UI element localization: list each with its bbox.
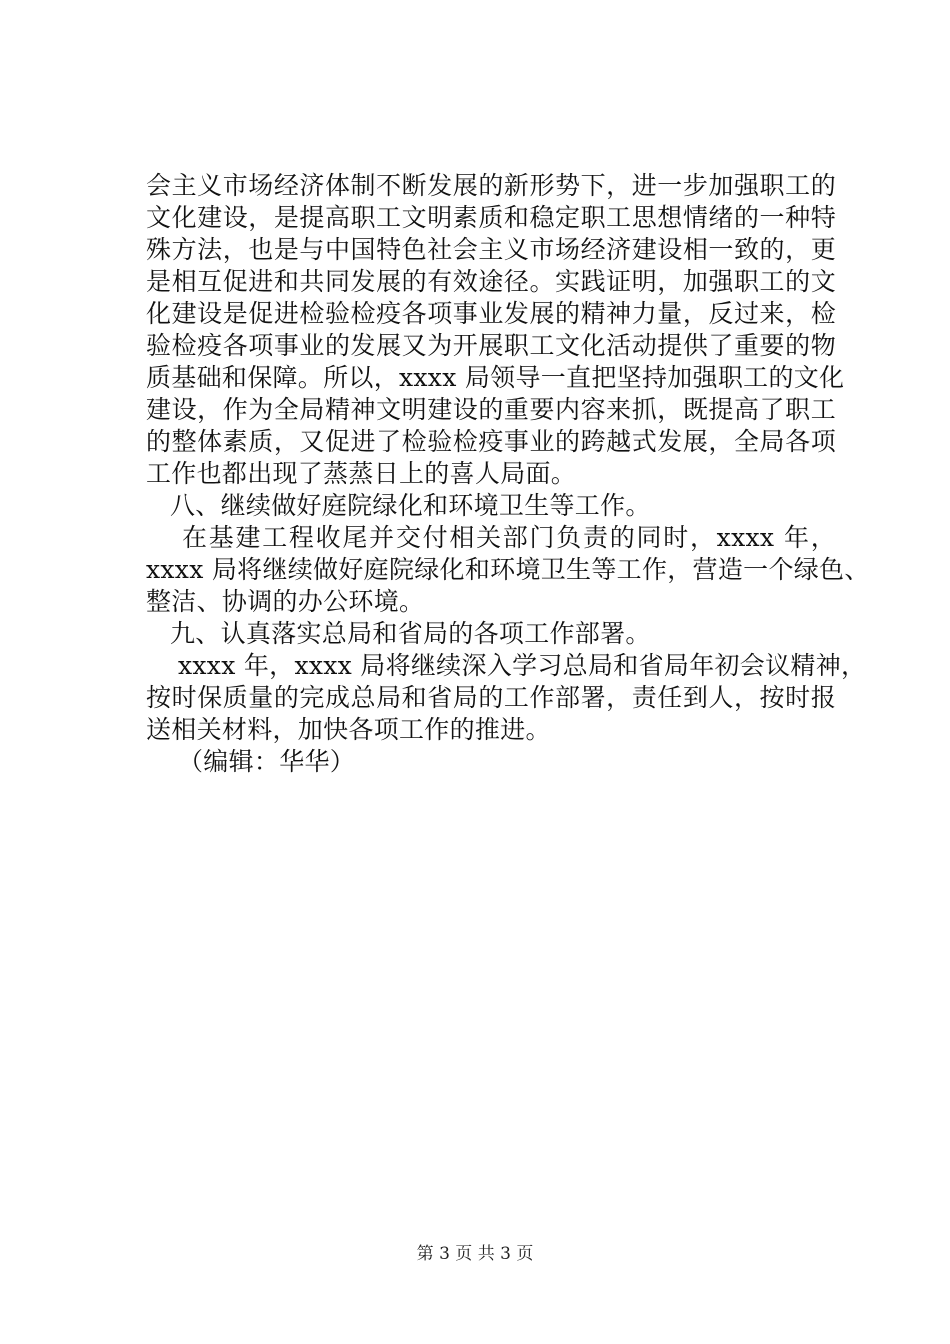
page-footer: 第 3 页 共 3 页: [416, 1244, 534, 1264]
paragraph-line: 建设，作为全局精神文明建设的重要内容来抓，既提高了职工: [146, 395, 836, 424]
paragraph-line: xxxx 年，xxxx 局将继续深入学习总局和省局年初会议精神，: [178, 651, 867, 680]
section-heading: 九、认真落实总局和省局的各项工作部署。: [170, 619, 651, 648]
document-body: [146, 170, 870, 778]
paragraph-line: 是相互促进和共同发展的有效途径。实践证明，加强职工的文: [146, 267, 836, 296]
editor-credit: （编辑：华华）: [178, 747, 356, 776]
paragraph-line: 殊方法，也是与中国特色社会主义市场经济建设相一致的，更: [146, 235, 836, 264]
paragraph-line: 整洁、协调的办公环境。: [146, 587, 425, 616]
paragraph-line: 会主义市场经济体制不断发展的新形势下，进一步加强职工的: [146, 171, 836, 200]
section-heading: 八、继续做好庭院绿化和环境卫生等工作。: [170, 491, 651, 520]
paragraph-line: 工作也都出现了蒸蒸日上的喜人局面。: [146, 459, 577, 488]
paragraph-line: xxxx 局将继续做好庭院绿化和环境卫生等工作，营造一个绿色、: [146, 555, 870, 584]
paragraph-line: 质基础和保障。所以，xxxx 局领导一直把坚持加强职工的文化: [146, 363, 845, 392]
paragraph-line: 化建设是促进检验检疫各项事业发展的精神力量，反过来，检: [146, 299, 836, 328]
paragraph-line: 验检疫各项事业的发展又为开展职工文化活动提供了重要的物: [146, 331, 836, 360]
paragraph-line: 的整体素质，又促进了检验检疫事业的跨越式发展，全局各项: [146, 427, 836, 456]
paragraph-line: 送相关材料，加快各项工作的推进。: [146, 715, 551, 744]
paragraph-line: 在基建工程收尾并交付相关部门负责的同时，xxxx 年，: [182, 523, 836, 552]
paragraph-line: 文化建设，是提高职工文明素质和稳定职工思想情绪的一种特: [146, 203, 836, 232]
paragraph-line: 按时保质量的完成总局和省局的工作部署，责任到人，按时报: [146, 683, 836, 712]
